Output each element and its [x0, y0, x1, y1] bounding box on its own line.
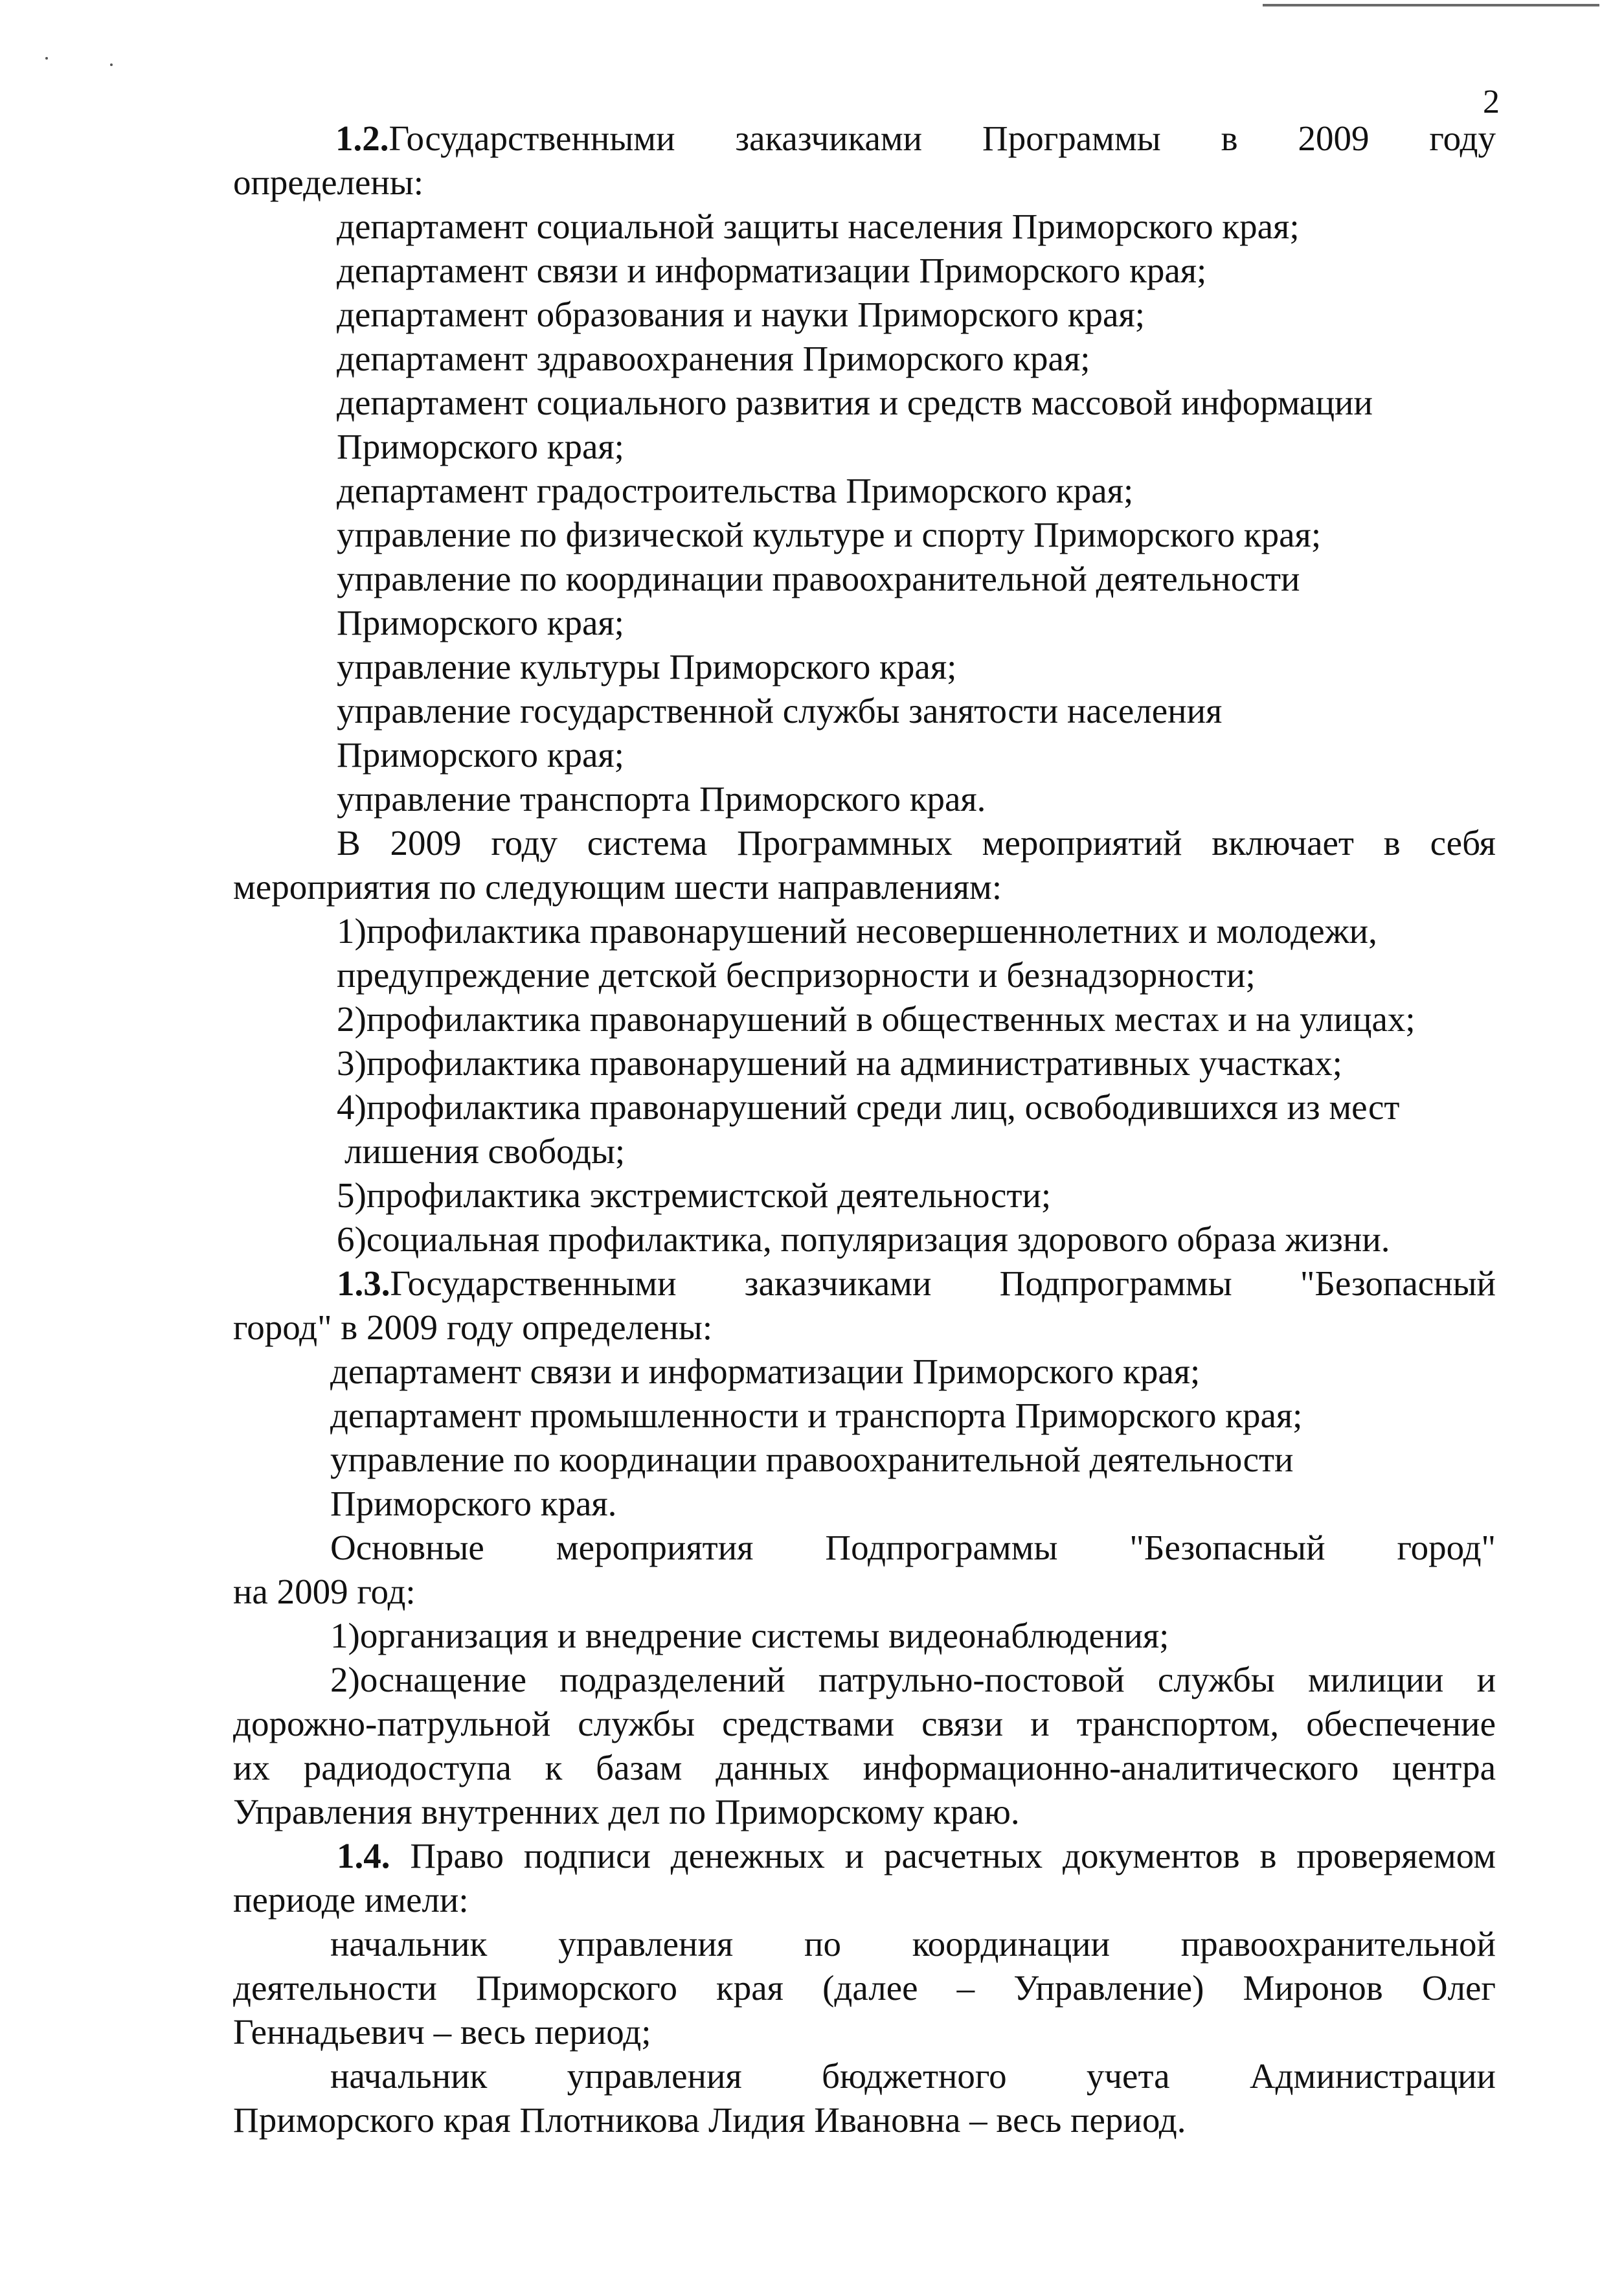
customer-item-cont: Приморского края; — [337, 603, 624, 642]
direction-item: 1)профилактика правонарушений несовершеннолетних и молодежи, — [337, 911, 1377, 951]
direction-item-cont: лишения свободы; — [344, 1131, 626, 1171]
text-line: город" в 2009 году определены: — [233, 1308, 713, 1347]
measure-item: 2)оснащение подразделений патрульно-постовой службы милиции и — [330, 1660, 1496, 1699]
customer-item: департамент здравоохранения Приморского края; — [337, 339, 1090, 378]
signatory-line: начальник управления бюджетного учета Администрации — [330, 2056, 1496, 2096]
customer-item: управление по координации правоохранительной деятельности — [337, 559, 1300, 598]
direction-item: 3)профилактика правонарушений на административных участках; — [337, 1043, 1342, 1083]
text-line: периоде имели: — [233, 1880, 469, 1920]
scan-speck — [110, 63, 113, 66]
section-number: 1.3. — [337, 1263, 390, 1303]
customer-item-cont: Приморского края; — [337, 427, 624, 466]
measure-item-cont: их радиодоступа к базам данных информационно-аналитического центра — [233, 1748, 1496, 1787]
measure-item: 1)организация и внедрение системы видеонаблюдения; — [330, 1616, 1169, 1655]
document-body — [233, 117, 1496, 2142]
measure-item-cont: дорожно-патрульной службы средствами связи и транспортом, обеспечение — [233, 1704, 1496, 1743]
customer-item-cont: Приморского края; — [337, 735, 624, 775]
scan-edge-line — [1263, 4, 1599, 6]
paragraph-line: В 2009 году система Программных мероприятий включает в себя — [337, 823, 1496, 863]
page-number: 2 — [1483, 84, 1500, 120]
paragraph-line: мероприятия по следующим шести направлениям: — [233, 867, 1002, 907]
direction-item: 4)профилактика правонарушений среди лиц, освободившихся из мест — [337, 1087, 1400, 1127]
signatory-line: Геннадьевич – весь период; — [233, 2012, 651, 2052]
section-1-4-heading: 1.4. Право подписи денежных и расчетных документов в проверяемом — [337, 1836, 1496, 1875]
direction-item: 5)профилактика экстремистской деятельности; — [337, 1175, 1052, 1215]
signatory-line: деятельности Приморского края (далее – Управление) Миронов Олег — [233, 1968, 1496, 2008]
customer-item: департамент связи и информатизации Приморского края; — [330, 1352, 1201, 1391]
customer-item: управление государственной службы занятости населения — [337, 691, 1223, 731]
customer-item-cont: Приморского края. — [330, 1484, 617, 1523]
direction-item-cont: предупреждение детской беспризорности и безнадзорности; — [337, 955, 1256, 995]
text-line: определены: — [233, 163, 424, 202]
customer-item: департамент социального развития и средств массовой информации — [337, 383, 1373, 422]
customer-item: департамент социальной защиты населения Приморского края; — [337, 207, 1300, 246]
customer-item: управление по координации правоохранительной деятельности — [330, 1440, 1294, 1479]
scan-speck — [45, 57, 48, 60]
customer-item: департамент промышленности и транспорта Приморского края; — [330, 1396, 1303, 1435]
customer-item: управление по физической культуре и спорту Приморского края; — [337, 515, 1322, 554]
direction-item: 2)профилактика правонарушений в общественных местах и на улицах; — [337, 999, 1415, 1039]
section-1-3-heading: 1.3.Государственными заказчиками Подпрограммы "Безопасный — [337, 1263, 1496, 1303]
customer-item: департамент образования и науки Приморского края; — [337, 295, 1145, 334]
signatory-line: Приморского края Плотникова Лидия Ивановна – весь период. — [233, 2100, 1186, 2140]
paragraph-line: на 2009 год: — [233, 1572, 416, 1611]
direction-item: 6)социальная профилактика, популяризация здорового образа жизни. — [337, 1219, 1390, 1259]
customer-item: управление культуры Приморского края; — [337, 647, 957, 686]
customer-item: департамент связи и информатизации Приморского края; — [337, 251, 1207, 290]
section-1-2-heading: 1.2.Государственными заказчиками Программы в 2009 году — [335, 119, 1496, 158]
section-number: 1.4. — [337, 1836, 390, 1875]
signatory-line: начальник управления по координации правоохранительной — [330, 1924, 1496, 1964]
measure-item-cont: Управления внутренних дел по Приморскому краю. — [233, 1792, 1020, 1831]
paragraph-line: Основные мероприятия Подпрограммы "Безопасный город" — [330, 1528, 1496, 1567]
customer-item: управление транспорта Приморского края. — [337, 779, 986, 819]
customer-item: департамент градостроительства Приморского края; — [337, 471, 1134, 510]
section-number: 1.2. — [335, 119, 389, 158]
